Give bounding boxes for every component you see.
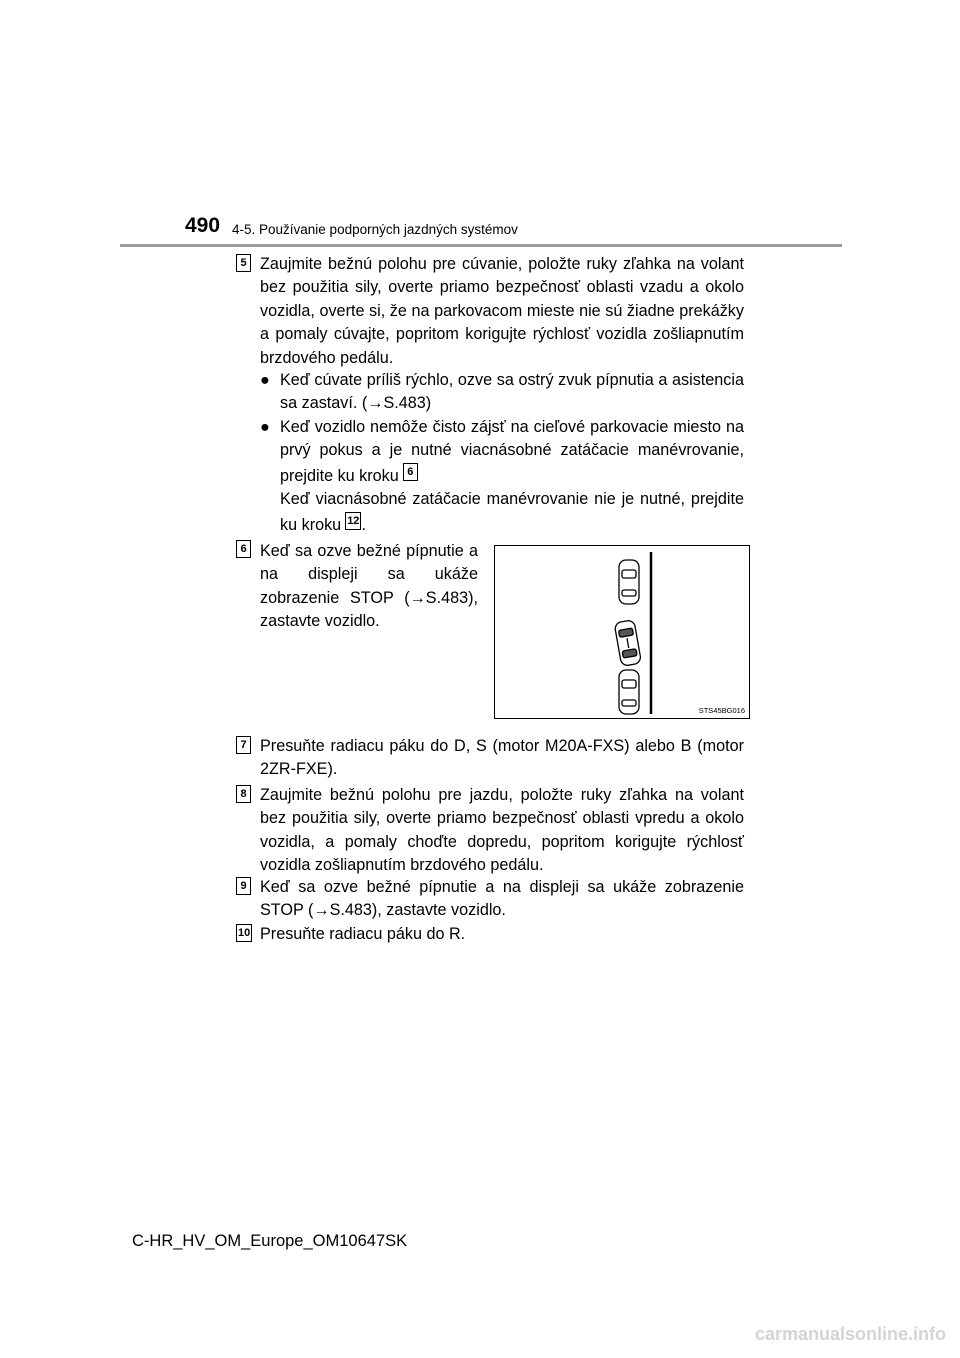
parking-illustration	[495, 546, 749, 718]
step-5-bullet-2-text-a: Keď vozidlo nemôže čisto zájsť na cieľové parkovacie miesto na prvý pokus a je nutné viacnásobné zatáčacie manévrovanie, prejdite ku kroku	[280, 418, 744, 485]
parked-car-rear-icon	[619, 670, 639, 714]
step-ref-badge-12: 12	[345, 512, 361, 530]
step-6-text: Keď sa ozve bežné pípnutie a na displeji sa ukáže zobrazenie STOP (→S.483), zastavte vozidlo.	[260, 542, 478, 631]
step-badge-5: 5	[236, 254, 251, 272]
step-5-text: Zaujmite bežnú polohu pre cúvanie, položte ruky zľahka na volant bez použitia sily, overte priamo bezpečnosť oblasti vzadu a okolo vozidla, overte si, že na parkovacom mieste nie sú žiadne prekážky a pomaly cúvajte, popritom korigujte rýchlosť vozidla zošliapnutím brzdového pedálu.	[260, 255, 744, 367]
step-10-text: Presuňte radiacu páku do R.	[260, 925, 466, 943]
header-rule	[120, 244, 842, 247]
step-5-bullet-1	[260, 369, 744, 416]
parked-car-front-icon	[619, 560, 639, 604]
footer-code: C-HR_HV_OM_Europe_OM10647SK	[132, 1232, 408, 1250]
bullet-dot-icon: ●	[260, 371, 270, 389]
section-title: 4-5. Používanie podporných jazdných systémov	[232, 222, 518, 237]
step-ref-badge-6: 6	[403, 463, 418, 481]
page-number: 490	[185, 214, 221, 237]
bullet-dot-icon: ●	[260, 418, 270, 436]
step-5-bullet-1-text: Keď cúvate príliš rýchlo, ozve sa ostrý zvuk pípnutia a asistencia sa zastaví. (→S.483)	[280, 371, 744, 413]
step-5-bullet-2	[260, 416, 744, 537]
step-badge-6: 6	[236, 540, 251, 558]
step-5-bullet-2-end: .	[361, 515, 366, 534]
step-5-bullet-2-text-b: Keď viacnásobné zatáčacie manévrovanie nie je nutné, prejdite ku kroku	[280, 490, 744, 534]
watermark[interactable]: carmanualsonline.info	[754, 1324, 946, 1344]
step-badge-8: 8	[236, 785, 251, 803]
step-badge-9: 9	[236, 877, 251, 895]
step-9-text: Keď sa ozve bežné pípnutie a na displeji sa ukáže zobrazenie STOP (→S.483), zastavte vozidlo.	[260, 878, 744, 920]
step-8-text: Zaujmite bežnú polohu pre jazdu, položte ruky zľahka na volant bez použitia sily, overte priamo bezpečnosť oblasti vpredu a okolo vozidla, a pomaly choďte dopredu, popritom korigujte rýchlosť vozidla zošliapnutím brzdového pedálu.	[260, 786, 744, 875]
parking-figure	[494, 545, 750, 719]
step-badge-7: 7	[236, 736, 251, 754]
figure-code: STS45BG016	[698, 706, 745, 715]
maneuvering-car-icon	[614, 620, 641, 667]
step-badge-10: 10	[236, 924, 252, 942]
step-7-text: Presuňte radiacu páku do D, S (motor M20A-FXS) alebo B (motor 2ZR-FXE).	[260, 737, 744, 779]
